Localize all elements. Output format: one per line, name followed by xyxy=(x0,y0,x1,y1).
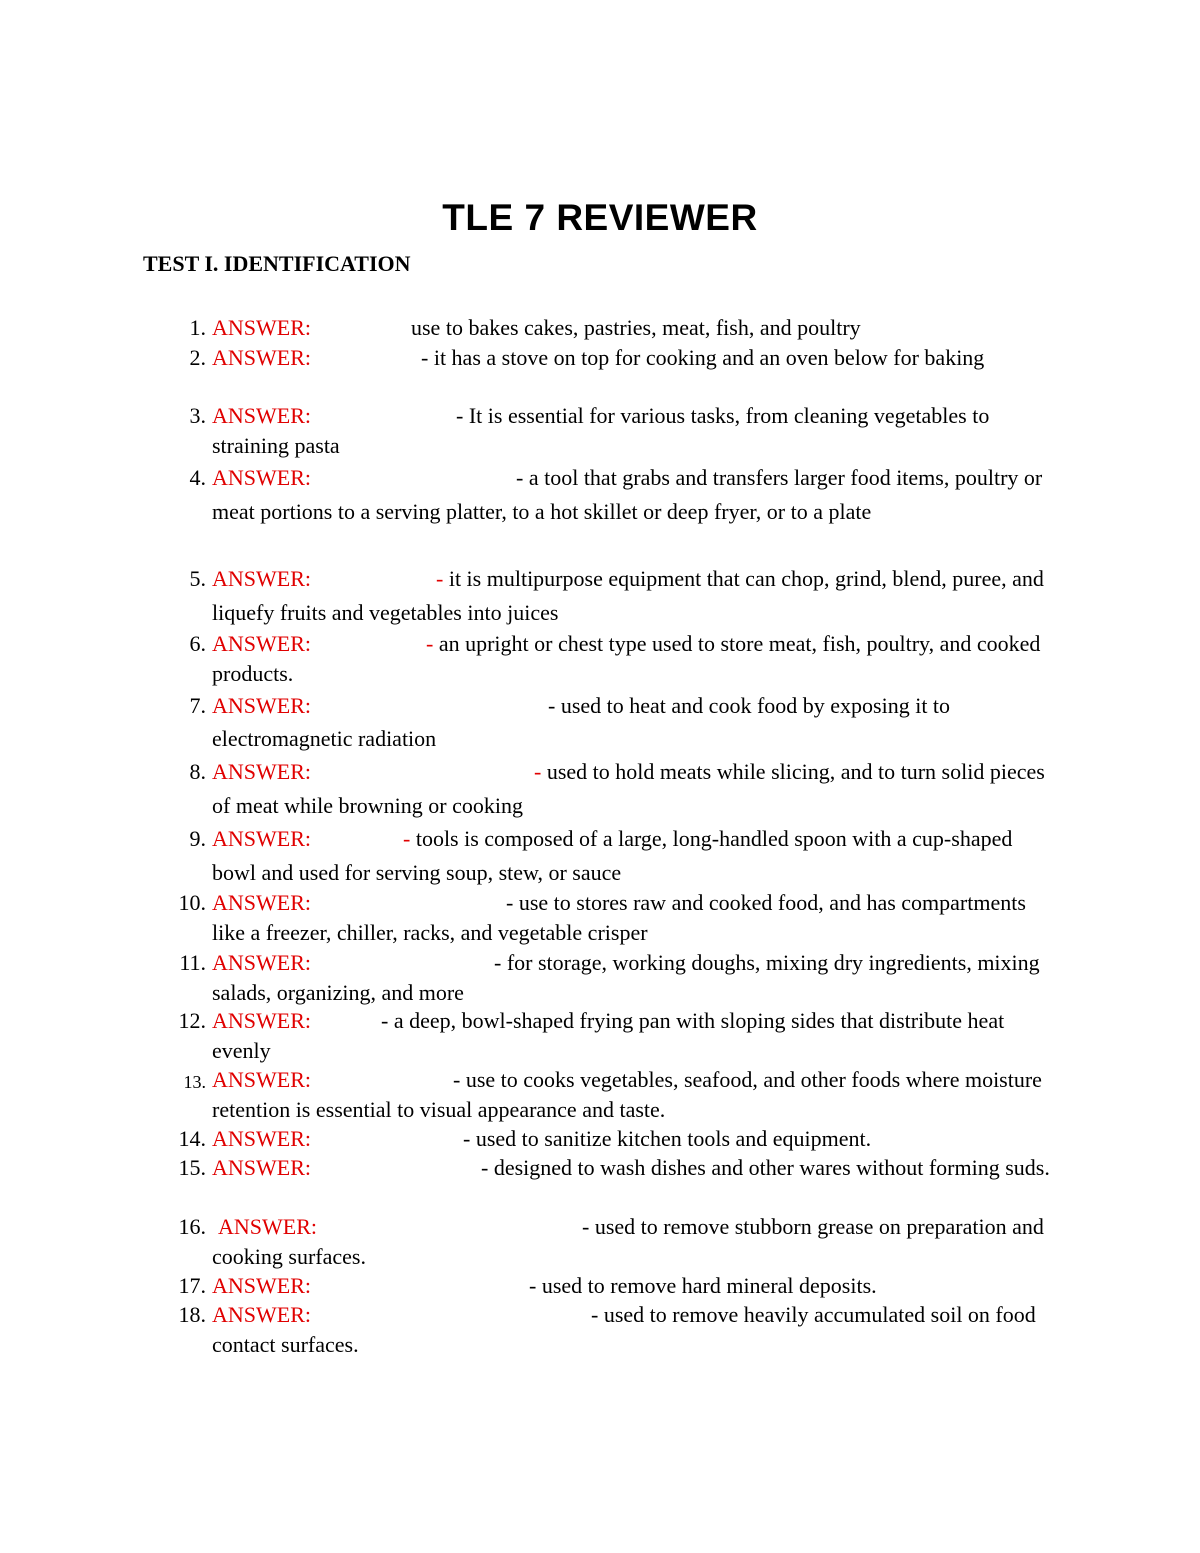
dash-text: - xyxy=(529,1273,537,1298)
answer-label: ANSWER: xyxy=(212,1067,311,1092)
list-item xyxy=(0,948,1200,1006)
answer-label: ANSWER: xyxy=(212,1155,311,1180)
list-item xyxy=(0,1212,1200,1271)
answer-label: ANSWER: xyxy=(212,465,311,490)
item-number: 7. xyxy=(189,693,206,718)
item-text: it is multipurpose equipment that can chop, grind, blend, puree, and liquefy fruits and vegetables into juices xyxy=(212,566,1044,625)
item-number: 6. xyxy=(189,631,206,656)
dash-text: - xyxy=(481,1155,489,1180)
dash-text: - xyxy=(463,1126,471,1151)
dash-text: - xyxy=(403,826,411,851)
item-text: used to remove hard mineral deposits. xyxy=(536,1273,877,1298)
item-text: for storage, working doughs, mixing dry ingredients, mixing salads, organizing, and more xyxy=(212,950,1040,1005)
answer-label: ANSWER: xyxy=(212,1273,311,1298)
item-text: an upright or chest type used to store meat, fish, poultry, and cooked products. xyxy=(212,631,1041,686)
list-item xyxy=(0,689,1200,755)
answer-label: ANSWER: xyxy=(212,759,311,784)
answer-label: ANSWER: xyxy=(212,693,311,718)
list-item xyxy=(0,1065,1200,1124)
item-text: use to stores raw and cooked food, and has compartments like a freezer, chiller, racks, and vegetable crisper xyxy=(212,890,1026,945)
item-number: 1. xyxy=(189,315,206,340)
item-number: 16. xyxy=(178,1214,206,1239)
list-item xyxy=(0,1006,1200,1065)
item-text: use to bakes cakes, pastries, meat, fish, and poultry xyxy=(411,315,861,340)
answer-label: ANSWER: xyxy=(212,950,311,975)
answer-label: ANSWER: xyxy=(212,1302,311,1327)
list-item xyxy=(0,629,1200,689)
item-number: 3. xyxy=(189,403,206,428)
answer-label: ANSWER: xyxy=(212,1008,311,1033)
item-number: 15. xyxy=(178,1155,206,1180)
answer-label: ANSWER: xyxy=(212,1126,311,1151)
item-number: 4. xyxy=(189,465,206,490)
dash-text: - xyxy=(381,1008,389,1033)
list-item xyxy=(0,313,1200,343)
item-text: use to cooks vegetables, seafood, and other foods where moisture retention is essential to visual appearance and taste. xyxy=(212,1067,1042,1122)
dash-text: - xyxy=(421,345,429,370)
dash-text: - xyxy=(436,566,444,591)
list-item xyxy=(0,1271,1200,1300)
list-item xyxy=(0,1153,1200,1212)
dash-text: - xyxy=(534,759,542,784)
page-title: TLE 7 REVIEWER xyxy=(442,197,758,238)
answer-label: ANSWER: xyxy=(212,403,311,428)
item-text: a tool that grabs and transfers larger food items, poultry or meat portions to a serving platter, to a hot skillet or deep fryer, or to a plate xyxy=(212,465,1043,524)
dash-text: - xyxy=(426,631,434,656)
answer-label: ANSWER: xyxy=(212,890,311,915)
item-text: a deep, bowl-shaped frying pan with sloping sides that distribute heat evenly xyxy=(212,1008,1005,1063)
dash-text: - xyxy=(456,403,464,428)
item-number: 13. xyxy=(183,1072,206,1092)
item-number: 2. xyxy=(189,345,206,370)
list-item xyxy=(0,401,1200,461)
list-item xyxy=(0,562,1200,629)
item-text: used to hold meats while slicing, and to turn solid pieces of meat while browning or cooking xyxy=(212,759,1045,818)
item-text: used to remove stubborn grease on preparation and cooking surfaces. xyxy=(212,1214,1044,1269)
list-item xyxy=(0,1124,1200,1153)
dash-text: - xyxy=(516,465,524,490)
item-number: 17. xyxy=(178,1273,206,1298)
dash-text: - xyxy=(506,890,514,915)
dash-text: - xyxy=(453,1067,461,1092)
item-number: 11. xyxy=(179,950,206,975)
identification-list xyxy=(0,313,1200,1360)
list-item xyxy=(0,1300,1200,1360)
item-number: 10. xyxy=(178,890,206,915)
item-text: it has a stove on top for cooking and an oven below for baking xyxy=(428,345,985,370)
item-number: 5. xyxy=(189,566,206,591)
item-text: It is essential for various tasks, from cleaning vegetables to straining pasta xyxy=(212,403,990,458)
item-text: designed to wash dishes and other wares without forming suds. xyxy=(488,1155,1050,1180)
answer-label: ANSWER: xyxy=(212,345,311,370)
item-number: 14. xyxy=(178,1126,206,1151)
dash-text: - xyxy=(582,1214,590,1239)
list-item xyxy=(0,888,1200,948)
item-number: 9. xyxy=(189,826,206,851)
list-item xyxy=(0,755,1200,822)
answer-label: ANSWER: xyxy=(212,826,311,851)
item-number: 12. xyxy=(178,1008,206,1033)
dash-text: - xyxy=(548,693,556,718)
list-item xyxy=(0,461,1200,562)
answer-label: ANSWER: xyxy=(212,631,311,656)
answer-label: ANSWER: xyxy=(212,566,311,591)
answer-label: ANSWER: xyxy=(218,1214,317,1239)
answer-label: ANSWER: xyxy=(212,315,311,340)
item-number: 8. xyxy=(189,759,206,784)
item-text: used to sanitize kitchen tools and equipment. xyxy=(470,1126,872,1151)
list-item xyxy=(0,343,1200,401)
item-text: tools is composed of a large, long-handled spoon with a cup-shaped bowl and used for serving soup, stew, or sauce xyxy=(212,826,1013,885)
item-number: 18. xyxy=(178,1302,206,1327)
dash-text: - xyxy=(494,950,502,975)
section-heading: TEST I. IDENTIFICATION xyxy=(143,251,411,276)
dash-text: - xyxy=(591,1302,599,1327)
item-text: used to remove heavily accumulated soil on food contact surfaces. xyxy=(212,1302,1036,1357)
list-item xyxy=(0,822,1200,888)
item-text: used to heat and cook food by exposing it to electromagnetic radiation xyxy=(212,693,951,751)
